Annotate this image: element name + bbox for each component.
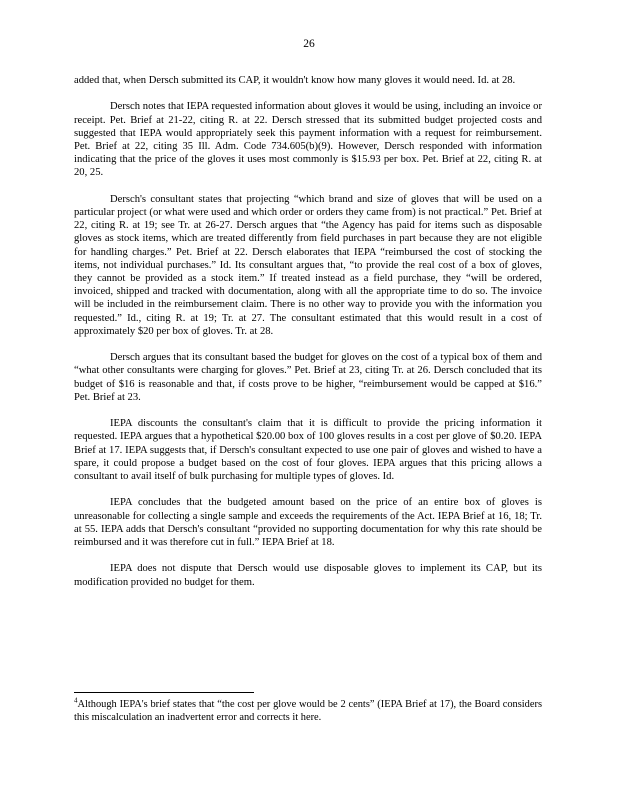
paragraph: IEPA discounts the consultant's claim that it is difficult to provide the pricing information it requested. IEPA argues that a hypothetical $20.00 box of 100 gloves results in a cost per glove of $0.20. IEPA Brief at 17. IEPA suggests that, if Dersch's consultant expected to use one pair of gloves and wished to have a spare, it could propose a budget based on the cost of four gloves. IEPA argues that this pricing allows a consultant to avail itself of bulk purchasing for multiple types of gloves. Id. xyxy=(74,418,542,483)
paragraph: added that, when Dersch submitted its CAP, it wouldn't know how many gloves it would need. Id. at 28. xyxy=(74,75,516,86)
paragraph: Dersch notes that IEPA requested information about gloves it would be using, including an invoice or receipt. Pet. Brief at 21-22, citing R. at 22. Dersch stressed that its submitted budget projected costs and suggested that IEPA would appropriately seek this payment information with a request for reimbursement. Pet. Brief at 22, citing 35 Ill. Adm. Code 734.605(b)(9). However, Dersch responded with information indicating that the price of the gloves it uses most commonly is $15.93 per box. Pet. Brief at 22, citing R. at 20, 25. xyxy=(74,101,542,179)
paragraph: IEPA concludes that the budgeted amount based on the price of an entire box of gloves is unreasonable for collecting a single sample and exceeds the requirements of the Act. IEPA Brief at 16, 18; Tr. at 55. IEPA adds that Dersch's consultant “provided no supporting documentation for why this rate should be reimbursed and it was therefore cut in full.” IEPA Brief at 18. xyxy=(74,497,542,549)
footnote-divider xyxy=(74,692,254,693)
footnote-text: Although IEPA's brief states that “the cost per glove would be 2 cents” (IEPA Brief at 17), the Board considers this miscalculation an inadvertent error and corrects it here. xyxy=(74,699,542,723)
page-number: 26 xyxy=(303,38,315,50)
footnote-marker: 4 xyxy=(74,696,78,705)
paragraph: Dersch's consultant states that projecting “which brand and size of gloves that will be used on a particular project (or what were used and which order or orders they came from) is not practical.” Pet. Brief at 22, citing R. at 19; see Tr. at 26-27. Dersch argues that “the Agency has paid for items such as disposable gloves as stock items, which are treated differently from field purchases in part because they are not eligible for handling charges.” Pet. Brief at 22. Dersch elaborates that IEPA “reimbursed the cost of stocking the items, not individual purchases.” Id. Its consultant argues that, “to provide the real cost of a box of gloves, they cannot be provided as a stock item.” If treated instead as a field purchase, they “will be ordered, invoiced, shipped and tracked with documentation, along with all the appropriate time to do so. The invoice will be included in the reimbursement claim. There is no other way to provide you with the information you requested.” Id., citing R. at 19; Tr. at 27. The consultant estimated that this would result in a cost of approximately $20 per box of gloves. Tr. at 28. xyxy=(74,193,542,337)
footnote xyxy=(74,698,542,724)
document-body xyxy=(74,74,542,602)
paragraph: IEPA does not dispute that Dersch would use disposable gloves to implement its CAP, but its modification provided no budget for them. xyxy=(74,563,542,588)
paragraph: Dersch argues that its consultant based the budget for gloves on the cost of a typical box of them and “what other consultants were charging for gloves.” Pet. Brief at 23, citing Tr. at 26. Dersch concluded that its budget of $16 is reasonable and that, if costs prove to be higher, “reimbursement would be capped at $16.” Pet. Brief at 23. xyxy=(74,352,542,403)
